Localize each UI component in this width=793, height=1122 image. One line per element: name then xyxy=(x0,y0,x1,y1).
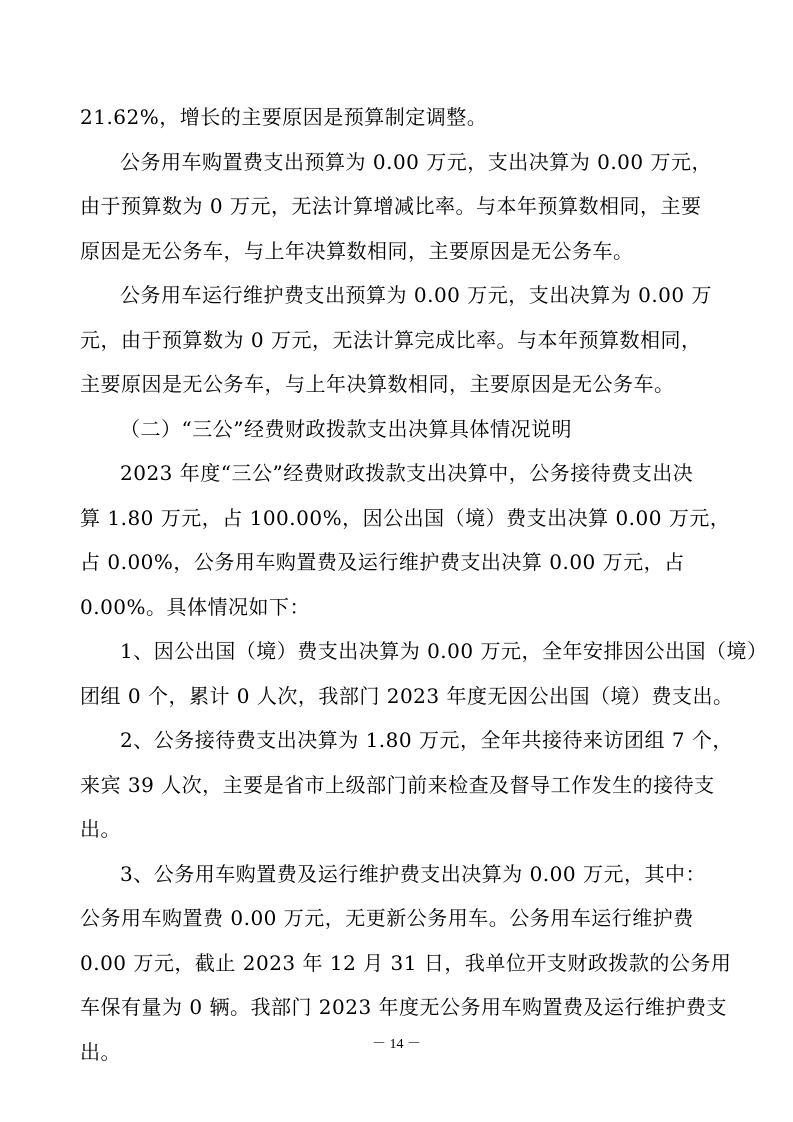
text-line: 出。 xyxy=(80,1040,121,1064)
text-line: 占 0.00%，公务用车购置费及运行维护费支出决算 0.00 万元，占 xyxy=(80,550,685,574)
text-line: 车保有量为 0 辆。我部门 2023 年度无公务用车购置费及运行维护费支 xyxy=(80,995,728,1019)
text-line: 2、公务接待费支出决算为 1.80 万元，全年共接待来访团组 7 个， xyxy=(120,728,733,752)
text-line: 来宾 39 人次，主要是省市上级部门前来检查及督导工作发生的接待支 xyxy=(80,773,715,797)
text-line: 出。 xyxy=(80,817,121,841)
text-line: 团组 0 个，累计 0 人次，我部门 2023 年度无因公出国（境）费支出。 xyxy=(80,684,734,708)
section-heading: （二）“三公”经费财政拨款支出决算具体情况说明 xyxy=(120,417,572,441)
text-line: 公务用车购置费 0.00 万元，无更新公务用车。公务用车运行维护费 xyxy=(80,906,694,930)
text-line: 算 1.80 万元，占 100.00%，因公出国（境）费支出决算 0.00 万元， xyxy=(80,506,731,530)
page-number: － 14 － xyxy=(372,1037,421,1052)
text-line: 2023 年度“三公”经费财政拨款支出决算中，公务接待费支出决 xyxy=(120,461,694,485)
text-line: 0.00 万元，截止 2023 年 12 月 31 日，我单位开支财政拨款的公务用 xyxy=(80,951,732,975)
text-line: 0.00%。具体情况如下： xyxy=(80,595,311,619)
text-line: 由于预算数为 0 万元，无法计算增减比率。与本年预算数相同，主要 xyxy=(80,194,702,218)
text-line: 公务用车购置费支出预算为 0.00 万元，支出决算为 0.00 万元， xyxy=(120,150,712,174)
text-line: 主要原因是无公务车，与上年决算数相同，主要原因是无公务车。 xyxy=(80,372,675,396)
text-line: 3、公务用车购置费及运行维护费支出决算为 0.00 万元，其中： xyxy=(120,862,706,886)
text-line: 公务用车运行维护费支出预算为 0.00 万元，支出决算为 0.00 万 xyxy=(120,283,712,307)
text-line: 元，由于预算数为 0 万元，无法计算完成比率。与本年预算数相同， xyxy=(80,328,702,352)
text-line: 21.62%，增长的主要原因是预算制定调整。 xyxy=(80,105,488,129)
text-line: 原因是无公务车，与上年决算数相同，主要原因是无公务车。 xyxy=(80,239,634,263)
text-line: 1、因公出国（境）费支出决算为 0.00 万元，全年安排因公出国（境） xyxy=(120,639,768,663)
